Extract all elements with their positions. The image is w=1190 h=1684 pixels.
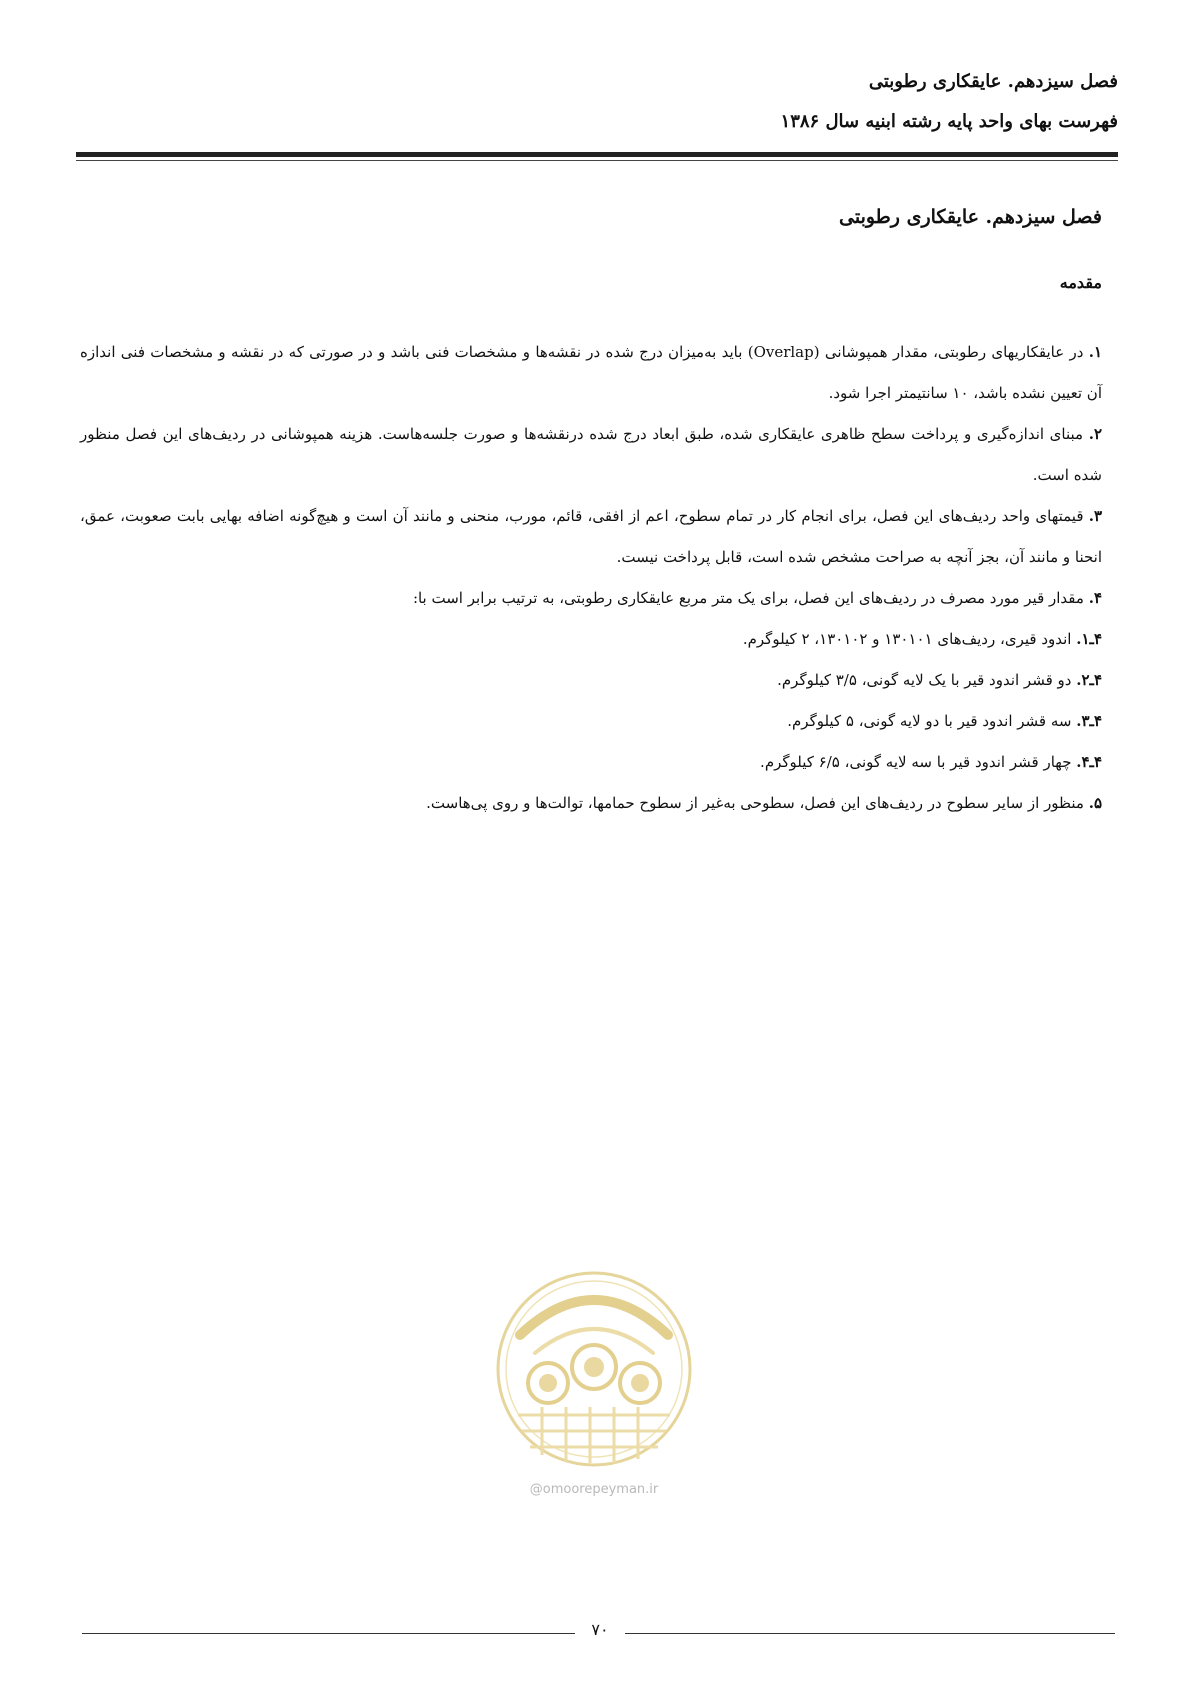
paragraph-text: سه قشر اندود قیر با دو لایه گونی، ۵ کیلوگرم.	[787, 712, 1077, 730]
paragraph-number: ۴ـ۲.	[1076, 671, 1102, 689]
paragraph-number: ۵.	[1088, 794, 1102, 812]
paragraph-5	[80, 783, 1102, 824]
header-rule-thick	[76, 152, 1118, 157]
paragraph-text: چهار قشر اندود قیر با سه لایه گونی، ۶/۵ کیلوگرم.	[760, 753, 1077, 771]
paragraph-2	[80, 414, 1102, 496]
header-rule-thin	[76, 160, 1118, 161]
running-header	[78, 62, 1118, 142]
header-document-title: فهرست بهای واحد پایه رشته ابنیه سال ۱۳۸۶	[780, 111, 1118, 132]
paragraph-3	[80, 496, 1102, 578]
paragraph-text: مبنای اندازه‌گیری و پرداخت سطح ظاهری عایقکاری شده، طبق ابعاد درج شده درنقشه‌ها و صورت جلسه‌هاست. هزینه همپوشانی در ردیف‌های این فصل منظور شده است.	[80, 425, 1102, 484]
watermark-seal	[490, 1265, 698, 1495]
footer-rule-left	[82, 1633, 575, 1634]
paragraph-text: دو قشر اندود قیر با یک لایه گونی، ۳/۵ کیلوگرم.	[777, 671, 1077, 689]
paragraph-number: ۴ـ۴.	[1076, 753, 1102, 771]
watermark-website: @omoorepeyman.ir	[529, 1482, 659, 1497]
paragraph-number: ۳.	[1088, 507, 1102, 525]
paragraph-4-4	[80, 742, 1102, 783]
paragraph-number: ۲.	[1088, 425, 1102, 443]
header-chapter-title: فصل سیزدهم. عایقکاری رطوبتی	[868, 71, 1118, 92]
paragraph-number: ۱.	[1088, 343, 1102, 361]
paragraph-text: قیمتهای واحد ردیف‌های این فصل، برای انجام کار در تمام سطوح، اعم از افقی، قائم، مورب، منحنی و مانند آن است و هیچ‌گونه اضافه بهایی بابت صعوبت، عمق، انحنا و مانند آن، بجز آنچه به صراحت مشخص شده است، قابل پرداخت نیست.	[80, 507, 1102, 566]
paragraph-text: در عایقکاریهای رطوبتی، مقدار همپوشانی (Overlap) باید به‌میزان درج شده در نقشه‌ها و مشخصات فنی باشد و در صورتی که در نقشه و مشخصات فنی اندازه آن تعیین نشده باشد، ۱۰ سانتیمتر اجرا شود.	[80, 343, 1102, 402]
paragraph-text: منظور از سایر سطوح در ردیف‌های این فصل، سطوحی به‌غیر از سطوح حمامها، توالت‌ها و روی پی‌هاست.	[426, 794, 1089, 812]
paragraph-number: ۴.	[1088, 589, 1102, 607]
paragraph-4-1	[80, 619, 1102, 660]
page-number: ۷۰	[591, 1620, 609, 1639]
section-title: مقدمه	[1059, 273, 1102, 292]
body-text	[80, 332, 1102, 824]
paragraph-4-2	[80, 660, 1102, 701]
seal-emblem-icon	[490, 1265, 698, 1473]
chapter-title: فصل سیزدهم. عایقکاری رطوبتی	[839, 206, 1102, 228]
footer-rule-right	[625, 1633, 1115, 1634]
paragraph-1	[80, 332, 1102, 414]
paragraph-text: اندود قیری، ردیف‌های ۱۳۰۱۰۱ و ۱۳۰۱۰۲، ۲ کیلوگرم.	[742, 630, 1077, 648]
paragraph-number: ۴ـ۳.	[1076, 712, 1102, 730]
paragraph-4-3	[80, 701, 1102, 742]
paragraph-text: مقدار قیر مورد مصرف در ردیف‌های این فصل، برای یک متر مربع عایقکاری رطوبتی، به ترتیب برابر است با:	[412, 589, 1089, 607]
paragraph-4	[80, 578, 1102, 619]
paragraph-number: ۴ـ۱.	[1076, 630, 1102, 648]
